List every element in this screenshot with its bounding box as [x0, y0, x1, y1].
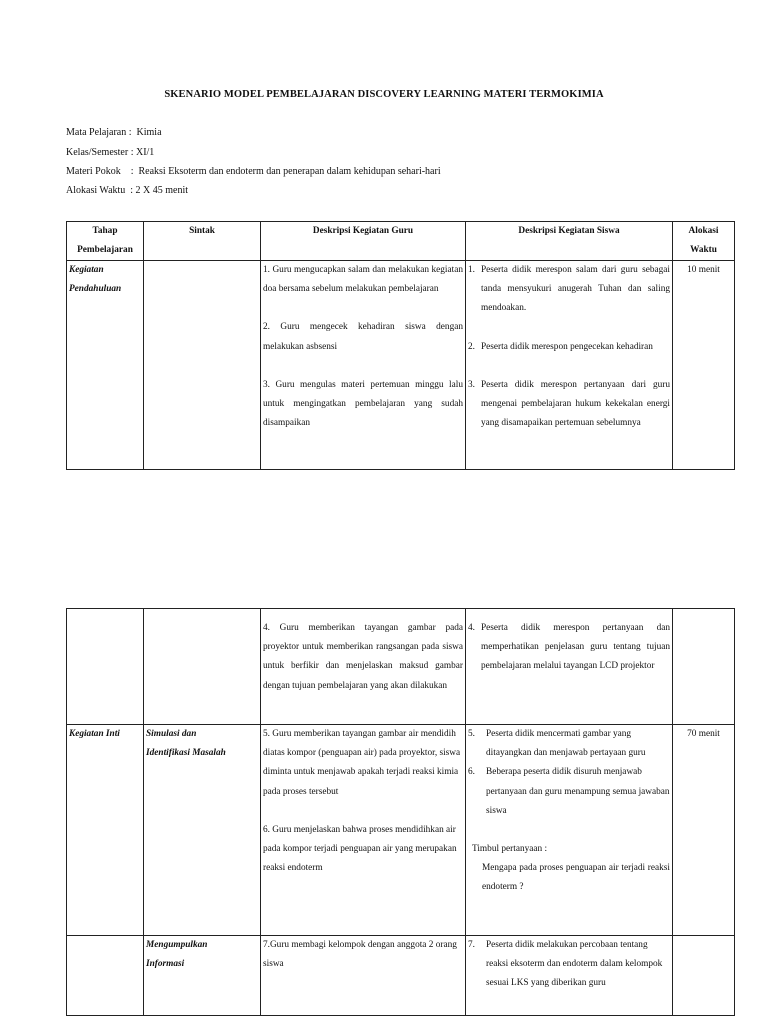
- table-row: [67, 609, 735, 725]
- siswa-item-1: [468, 261, 670, 319]
- tahap-pendahuluan-line2: Pendahuluan: [69, 284, 122, 295]
- timbul-pertanyaan-label: Timbul pertanyaan :: [472, 844, 548, 855]
- waktu-pendahuluan: 10 menit: [673, 261, 735, 470]
- siswa-item-3-number: 3.: [468, 379, 475, 390]
- sintak-simulasi: [144, 725, 261, 936]
- siswa-item-2: [468, 338, 670, 357]
- siswa-item-2-number: 2.: [468, 341, 475, 352]
- guru-item-1: 1. Guru mengucapkan salam dan melakukan kegiatan doa bersama sebelum melakukan pembelajaran: [263, 265, 463, 295]
- tahap-pendahuluan-line1: Kegiatan: [69, 265, 104, 275]
- tahap-pendahuluan: [67, 261, 144, 470]
- sintak-mengumpulkan: [144, 936, 261, 1016]
- scenario-table-2: [66, 608, 735, 1016]
- header-tahap-line2: Pembelajaran: [77, 245, 133, 255]
- siswa-item-5-text: Peserta didik mencermati gambar yang ditayangkan dan menjawab pertayaan guru: [486, 729, 646, 759]
- siswa-inti: [466, 725, 673, 936]
- info-alokasi-waktu: Alokasi Waktu : 2 X 45 menit: [66, 185, 189, 196]
- waktu-inti: 70 menit: [673, 725, 735, 936]
- guru-cont: [261, 609, 466, 725]
- table-row: [67, 261, 735, 470]
- table-row: [67, 725, 735, 936]
- info-materi-pokok: Materi Pokok : Reaksi Eksoterm dan endoterm dan penerapan dalam kehidupan sehari-hari: [66, 166, 441, 177]
- guru-kumpul: [261, 936, 466, 1016]
- header-tahap-line1: Tahap: [92, 226, 118, 236]
- siswa-item-7-text: Peserta didik melakukan percobaan tentang reaksi eksoterm dan endoterm dalam kelompok sesuai LKS yang diberikan guru: [486, 940, 663, 989]
- siswa-item-3: [468, 376, 670, 434]
- sintak-mengumpulkan-line1: Mengumpulkan: [146, 940, 208, 950]
- guru-item-7: 7.Guru membagi kelompok dengan anggota 2 orang siswa: [263, 940, 457, 970]
- header-guru: Deskripsi Kegiatan Guru: [261, 222, 466, 261]
- siswa-item-3-text: Peserta didik merespon pertanyaan dari guru mengenai pembelajaran hukum kekekalan energi yang disamapaikan pertemuan sebelumnya: [481, 379, 670, 429]
- header-alokasi-line1: Alokasi: [688, 226, 719, 236]
- guru-item-2: 2. Guru mengecek kehadiran siswa dengan melakukan asbsensi: [263, 322, 463, 352]
- guru-item-5: 5. Guru memberikan tayangan gambar air mendidih diatas kompor (penguapan air) pada proyektor, siswa diminta untuk menjawab apakah terjadi reaksi kimia pada proses tersebut: [263, 729, 461, 797]
- sintak-mengumpulkan-line2: Informasi: [146, 959, 185, 970]
- siswa-item-5: [468, 725, 670, 763]
- header-tahap: [67, 222, 144, 261]
- sintak-simulasi-line2: Identifikasi Masalah: [146, 748, 226, 759]
- sintak-cont: [144, 609, 261, 725]
- header-alokasi: [673, 222, 735, 261]
- siswa-item-7-number: 7.: [468, 940, 475, 950]
- tahap-kumpul: [67, 936, 144, 1016]
- siswa-item-6-text: Beberapa peserta didik disuruh menjawab pertanyaan dan guru menampung semua jawaban siswa: [486, 767, 670, 816]
- info-mata-pelajaran: Mata Pelajaran : Kimia: [66, 127, 162, 138]
- sintak-simulasi-line1: Simulasi dan: [146, 729, 197, 739]
- siswa-item-7: [468, 936, 670, 994]
- siswa-item-1-number: 1.: [468, 265, 475, 275]
- waktu-kumpul: [673, 936, 735, 1016]
- table-row: [67, 936, 735, 1016]
- guru-inti: [261, 725, 466, 936]
- siswa-item-6: [468, 763, 670, 821]
- guru-pendahuluan: [261, 261, 466, 470]
- guru-item-4: 4. Guru memberikan tayangan gambar pada proyektor untuk memberikan rangsangan pada siswa untuk berfikir dan menjelaskan maksud gambar dengan tujuan pembelajaran yang akan dilakukan: [263, 623, 463, 691]
- siswa-item-2-text: Peserta didik merespon pengecekan kehadiran: [481, 341, 653, 352]
- siswa-item-4: [468, 619, 670, 677]
- timbul-pertanyaan-text: Mengapa pada proses penguapan air terjadi reaksi endoterm ?: [482, 863, 670, 893]
- waktu-cont: [673, 609, 735, 725]
- guru-item-6: 6. Guru menjelaskan bahwa proses mendidihkan air pada kompor terjadi penguapan air yang merupakan reaksi endoterm: [263, 824, 457, 874]
- siswa-item-1-text: Peserta didik merespon salam dari guru sebagai tanda mensyukuri anugerah Tuhan dan saling mendoakan.: [481, 265, 670, 314]
- siswa-pendahuluan: [466, 261, 673, 470]
- sintak-pendahuluan: [144, 261, 261, 470]
- siswa-item-4-number: 4.: [468, 623, 475, 633]
- table-header-row: [67, 222, 735, 261]
- siswa-item-4-text: Peserta didik merespon pertanyaan dan memperhatikan penjelasan guru tentang tujuan pembelajaran melalui tayangan LCD projektor: [481, 623, 670, 672]
- siswa-kumpul: [466, 936, 673, 1016]
- header-sintak: Sintak: [144, 222, 261, 261]
- header-alokasi-line2: Waktu: [690, 245, 717, 255]
- siswa-item-5-number: 5.: [468, 729, 475, 739]
- scenario-table-1: [66, 221, 735, 470]
- siswa-item-6-number: 6.: [468, 767, 475, 778]
- tahap-inti: Kegiatan Inti: [67, 725, 144, 936]
- page-title: SKENARIO MODEL PEMBELAJARAN DISCOVERY LEARNING MATERI TERMOKIMIA: [164, 89, 604, 100]
- tahap-cont: [67, 609, 144, 725]
- guru-item-3: 3. Guru mengulas materi pertemuan minggu lalu untuk mengingatkan pembelajaran yang sudah disampaikan: [263, 379, 463, 429]
- info-kelas-semester: Kelas/Semester : XI/1: [66, 147, 155, 158]
- siswa-cont: [466, 609, 673, 725]
- header-siswa: Deskripsi Kegiatan Siswa: [466, 222, 673, 261]
